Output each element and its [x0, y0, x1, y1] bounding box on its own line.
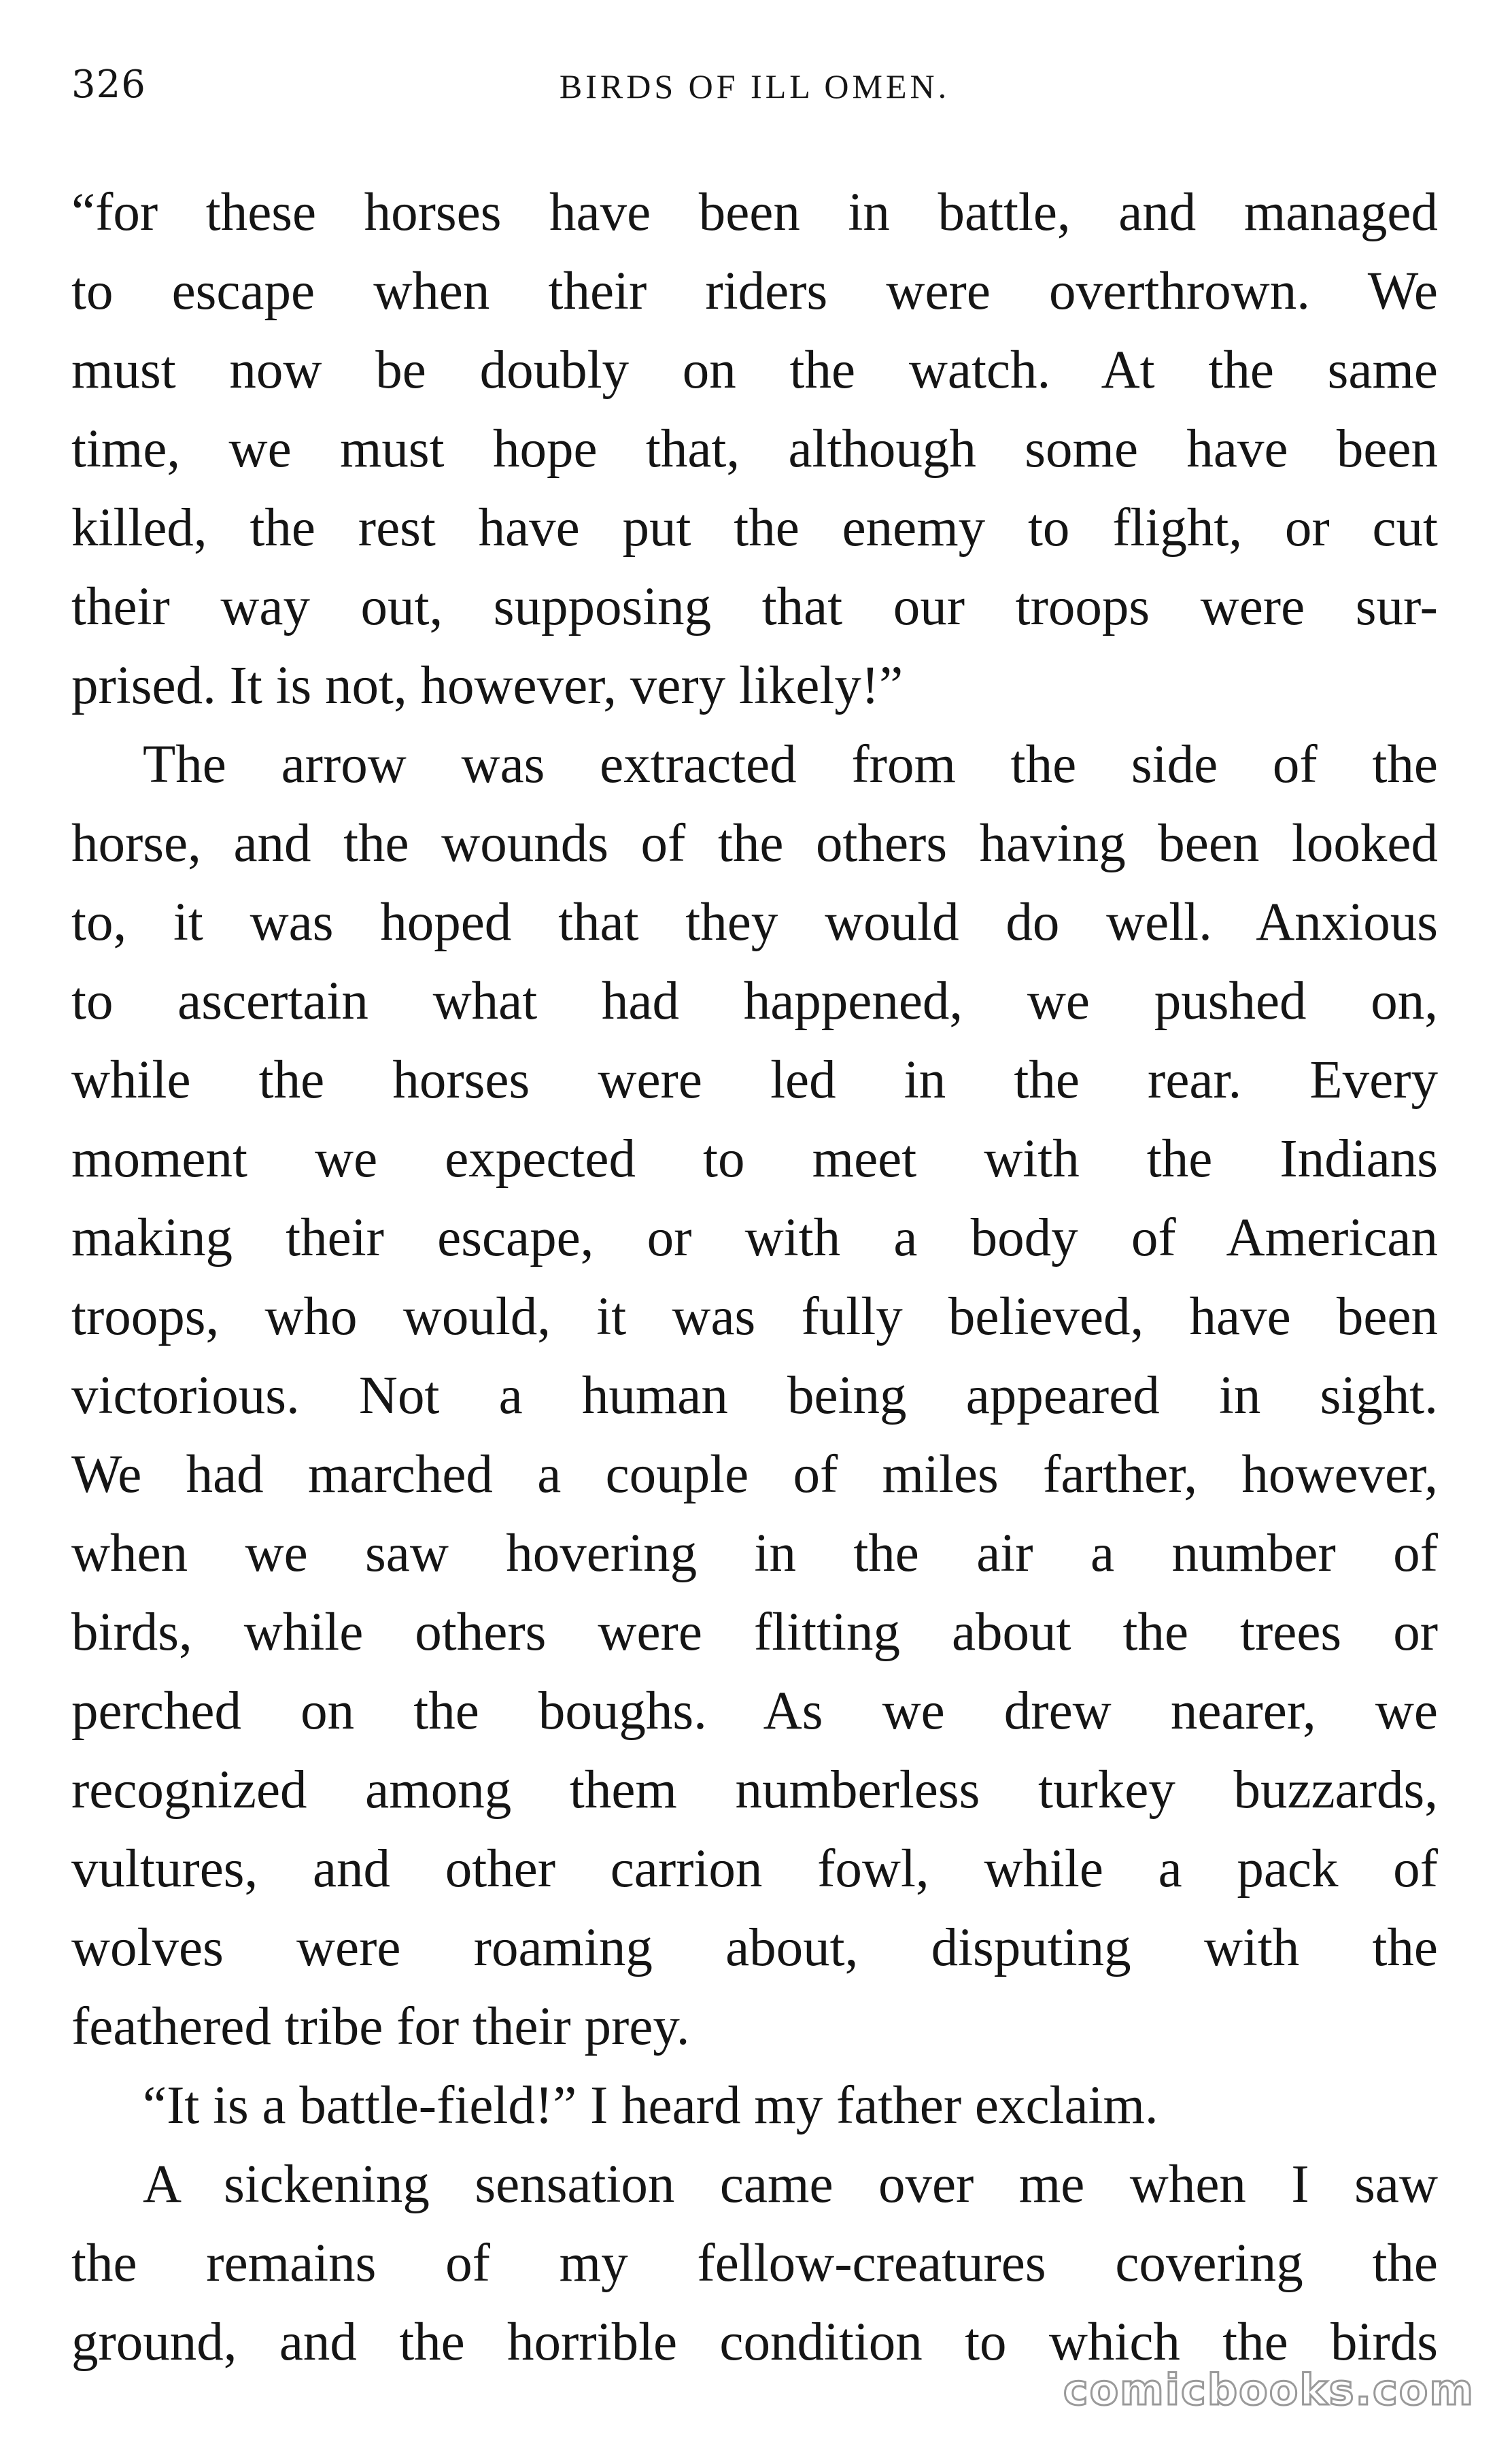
page-number: 326: [71, 63, 146, 107]
text-line: moment we expected to meet with the Indians: [71, 1129, 1438, 1189]
text-line: prised. It is not, however, very likely!”: [71, 656, 904, 715]
text-line: victorious. Not a human being appeared in sight.: [71, 1366, 1438, 1425]
text-line: time, we must hope that, although some have been: [71, 420, 1438, 479]
text-line: “for these horses have been in battle, and managed: [71, 183, 1438, 242]
text-line: the remains of my fellow-creatures covering the: [71, 2234, 1438, 2293]
text-line: their way out, supposing that our troops were sur-: [71, 577, 1438, 636]
text-line: while the horses were led in the rear. Every: [71, 1051, 1438, 1110]
text-line: The arrow was extracted from the side of the: [143, 735, 1438, 794]
text-line: We had marched a couple of miles farther, however,: [71, 1445, 1438, 1504]
text-line: to, it was hoped that they would do well. Anxious: [71, 893, 1438, 952]
text-line: troops, who would, it was fully believed, have been: [71, 1287, 1438, 1346]
text-line: A sickening sensation came over me when I saw: [143, 2155, 1438, 2214]
running-title: BIRDS OF ILL OMEN.: [559, 67, 950, 105]
text-line: when we saw hovering in the air a number of: [71, 1524, 1438, 1583]
text-line: to escape when their riders were overthrown. We: [71, 262, 1438, 321]
text-line: killed, the rest have put the enemy to flight, or cut: [71, 498, 1438, 558]
text-line: to ascertain what had happened, we pushed on,: [71, 972, 1438, 1031]
watermark: comicbooks.com: [1063, 2365, 1475, 2415]
text-line: birds, while others were flitting about the trees or: [71, 1603, 1438, 1662]
text-line: “It is a battle-field!” I heard my father exclaim.: [143, 2076, 1158, 2135]
running-header: [71, 63, 1438, 117]
text-line: horse, and the wounds of the others having been looked: [71, 814, 1438, 873]
text-line: must now be doubly on the watch. At the same: [71, 341, 1438, 400]
text-line: ground, and the horrible condition to which the birds: [71, 2313, 1438, 2372]
text-line: perched on the boughs. As we drew nearer, we: [71, 1682, 1438, 1741]
text-line: making their escape, or with a body of American: [71, 1208, 1438, 1268]
text-line: feathered tribe for their prey.: [71, 1997, 690, 2056]
body-text: [71, 173, 1438, 2382]
text-line: recognized among them numberless turkey buzzards,: [71, 1761, 1438, 1820]
text-line: wolves were roaming about, disputing with the: [71, 1918, 1438, 1977]
text-line: vultures, and other carrion fowl, while a pack of: [71, 1839, 1438, 1899]
